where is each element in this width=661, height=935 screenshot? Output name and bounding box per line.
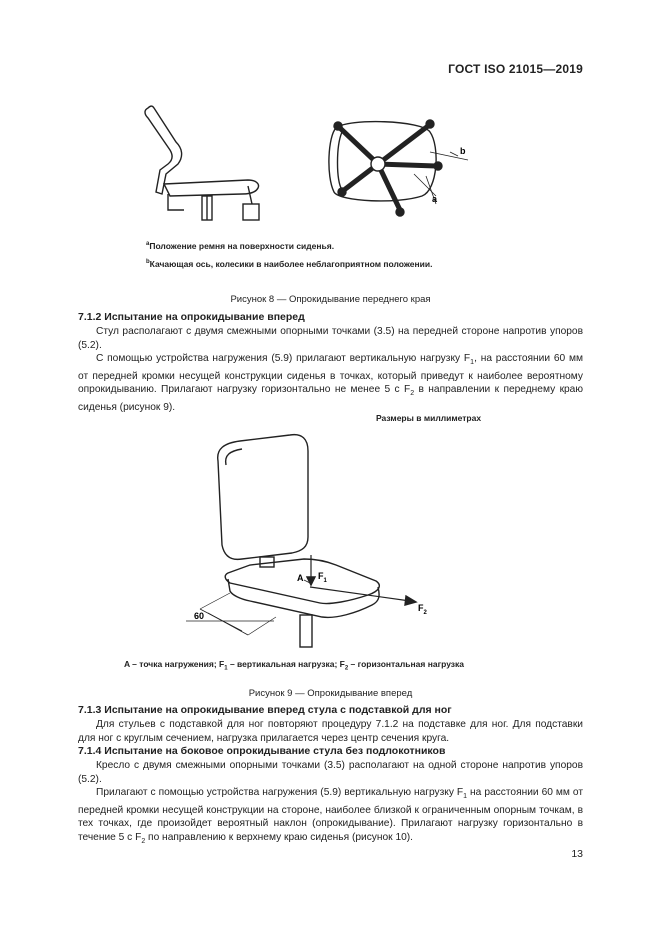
document-code: ГОСТ ISO 21015—2019	[448, 62, 583, 76]
page-number: 13	[571, 848, 583, 860]
label-F1: $F_1$	[318, 571, 327, 584]
figure9-dimension-note: Размеры в миллиметрах	[376, 413, 482, 423]
figure8-footnote-a: $^a$Положение ремня на поверхности сиденья.	[146, 241, 335, 251]
figure8-side-view	[140, 100, 270, 230]
figure9-caption: Рисунок 9 — Опрокидывание вперед	[248, 688, 413, 699]
figure8-footnote-b: $^b$Качающая ось, колесики в наиболее неблагоприятном положении.	[146, 259, 433, 269]
label-a: a	[432, 194, 438, 204]
label-F2: $F_2$	[418, 603, 427, 616]
figure9-chair-diagram	[180, 425, 440, 650]
section-713-paragraph-1: Для стульев с подставкой для ног повторяют процедуру 7.1.2 на подставке для ног. Для подставки для ног с круглым сечением, нагрузка прилагается через центр сечения круга.	[78, 719, 583, 744]
figure8-top-view	[318, 106, 488, 218]
section-712-heading: 7.1.2 Испытание на опрокидывание вперед	[78, 311, 305, 323]
figure8-caption: Рисунок 8 — Опрокидывание переднего края	[230, 294, 431, 305]
section-714-paragraph-2: Прилагают с помощью устройства нагружения (5.9) вертикальную нагрузку $F_1$ на расстоянии 60 мм от передней кромки несущей конструкции на стороне, наиболее близкой к ограниченным опорным точкам, в тех точках, где произойдет вероятный наклон (опрокидывание). Прилагают нагрузку горизонтально в течение 5 с $F_2$ по направлению к верхнему краю сиденья (рисунок 10).	[78, 787, 583, 845]
figure9-legend: A – точка нагружения; $F_1$ – вертикальная нагрузка; $F_2$ – горизонтальная нагрузка	[124, 659, 465, 672]
section-712-paragraph-1: Стул располагают с двумя смежными опорными точками (3.5) на передней стороне напротив упоров (5.2).	[78, 326, 583, 351]
label-A: A	[297, 573, 304, 583]
section-713-heading: 7.1.3 Испытание на опрокидывание вперед стула с подставкой для ног	[78, 704, 452, 716]
section-714-paragraph-1: Кресло с двумя смежными опорными точками (3.5) располагают на одной стороне напротив упоров (5.2).	[78, 760, 583, 785]
section-712-paragraph-2: С помощью устройства нагружения (5.9) прилагают вертикальную нагрузку $F_1$, на расстоянии 60 мм от передней кромки несущей конструкции сиденья в точках, который приведут к наиболее вероятному опрокидыванию. Прилагают нагрузку горизонтально не менее 5 с $F_2$ в направлении к переднему краю сиденья (рисунок 9).	[78, 353, 584, 413]
section-714-heading: 7.1.4 Испытание на боковое опрокидывание стула без подлокотников	[78, 745, 446, 757]
dimension-60: 60	[194, 611, 205, 621]
label-b: b	[460, 146, 466, 156]
